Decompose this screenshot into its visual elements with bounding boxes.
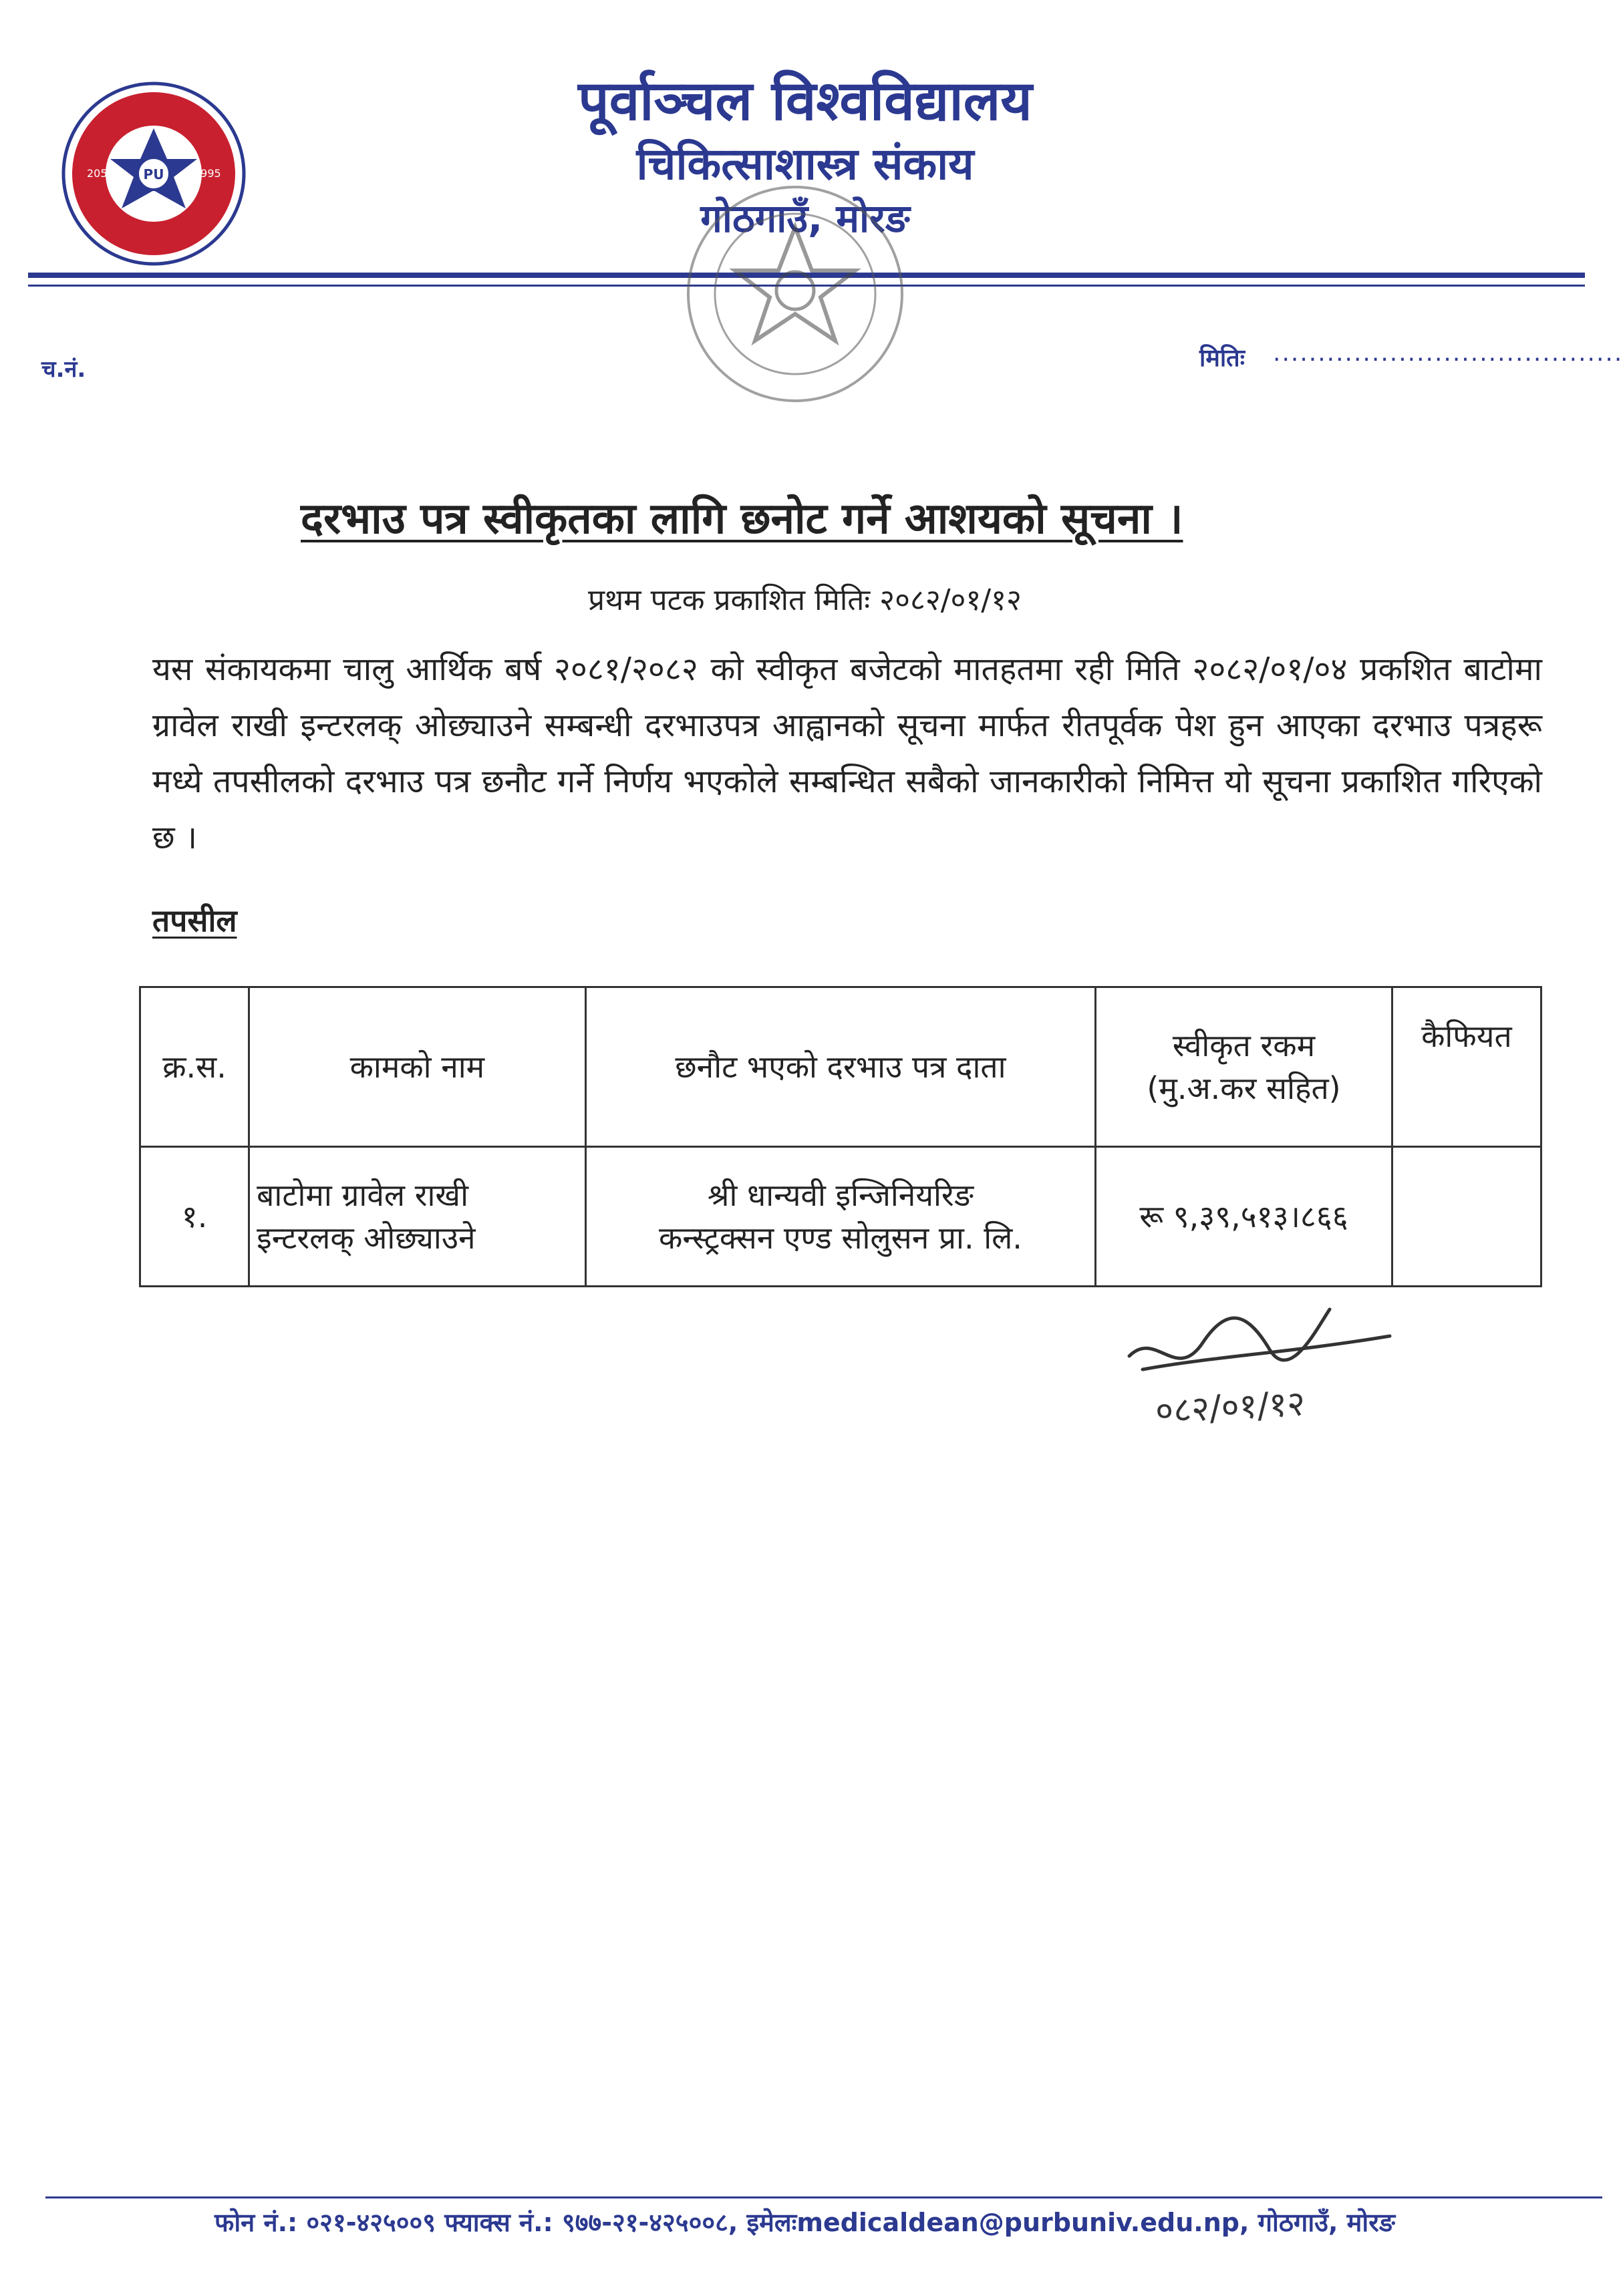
university-name: पूर्वाञ्चल विश्वविद्यालय	[578, 69, 1032, 133]
faculty-seal-icon	[675, 180, 915, 407]
notice-title	[301, 488, 1183, 546]
published-date: प्रथम पटक प्रकाशित मितिः २०८२/०१/१२	[588, 583, 1022, 617]
signature-date: ०८२/०१/१२	[1154, 1383, 1306, 1432]
cell-work-line2: इन्टरलक् ओछ्याउने	[257, 1220, 476, 1256]
cell-work-line1: बाटोमा ग्रावेल राखी	[257, 1177, 468, 1213]
table-header-row	[140, 987, 1541, 1147]
cell-bidder-line1: श्री धान्यवी इन्जिनियरिङ	[707, 1177, 974, 1213]
header-serial: क्र.स.	[140, 987, 249, 1147]
header-amount-line1: स्वीकृत रकम	[1172, 1027, 1316, 1063]
cell-amount: रू ९,३९,५१३।८६६	[1096, 1147, 1392, 1287]
header-remarks: कैफियत	[1392, 987, 1541, 1147]
cell-remarks	[1392, 1147, 1541, 1287]
notice-title-text: दरभाउ पत्र स्वीकृतका लागि छनोट गर्ने आशयको सूचना ।	[301, 494, 1183, 544]
header-bidder: छनौट भएको दरभाउ पत्र दाता	[585, 987, 1096, 1147]
header-amount-line2: (मु.अ.कर सहित)	[1147, 1070, 1341, 1106]
table-row	[140, 1147, 1541, 1287]
faculty-name: चिकित्साशास्त्र संकाय	[636, 138, 974, 190]
cell-bidder	[585, 1147, 1096, 1287]
cell-work-name	[249, 1147, 585, 1287]
details-table	[139, 986, 1542, 1287]
svg-text:PU: PU	[143, 166, 164, 182]
university-logo-icon	[60, 80, 247, 267]
svg-text:2052: 2052	[87, 167, 114, 180]
footer-contact: फोन नं.: ०२१-४२५००९ फ्याक्स नं.: ९७७-२१-४२५००८, इमेलःmedicaldean@purbuniv.edu.np, गोठगाउँ, मोरङ	[214, 2208, 1395, 2237]
date-blank-line: .......................................	[1273, 339, 1623, 367]
reference-number-label: च.नं.	[41, 356, 86, 383]
details-heading: तपसील	[152, 903, 237, 939]
cell-bidder-line2: कन्स्ट्रक्सन एण्ड सोलुसन प्रा. लि.	[659, 1220, 1022, 1256]
svg-text:1995: 1995	[194, 167, 221, 180]
header-work-name: कामको नाम	[249, 987, 585, 1147]
faculty-location: गोठगाउँ, मोरङ	[700, 196, 910, 241]
notice-body: यस संकायकमा चालु आर्थिक बर्ष २०८१/२०८२ को स्वीकृत बजेटको मातहतमा रही मिति २०८२/०१/०४ प्रकशित बाटोमा ग्रावेल राखी इन्टरलक् ओछ्याउने सम्बन्धी दरभाउपत्र आह्वानको सूचना मार्फत रीतपूर्वक पेश हुन आएका दरभाउ पत्रहरू मध्ये तपसीलको दरभाउ पत्र छनौट गर्ने निर्णय भएकोले सम्बन्धित सबैको जानकारीको निमित्त यो सूचना प्रकाशित गरिएको छ ।	[152, 651, 1542, 856]
cell-serial: १.	[140, 1147, 249, 1287]
footer-rule	[45, 2196, 1602, 2198]
date-label: मितिः	[1199, 345, 1245, 372]
handwritten-signature-icon	[1116, 1289, 1403, 1456]
header-amount	[1096, 987, 1392, 1147]
